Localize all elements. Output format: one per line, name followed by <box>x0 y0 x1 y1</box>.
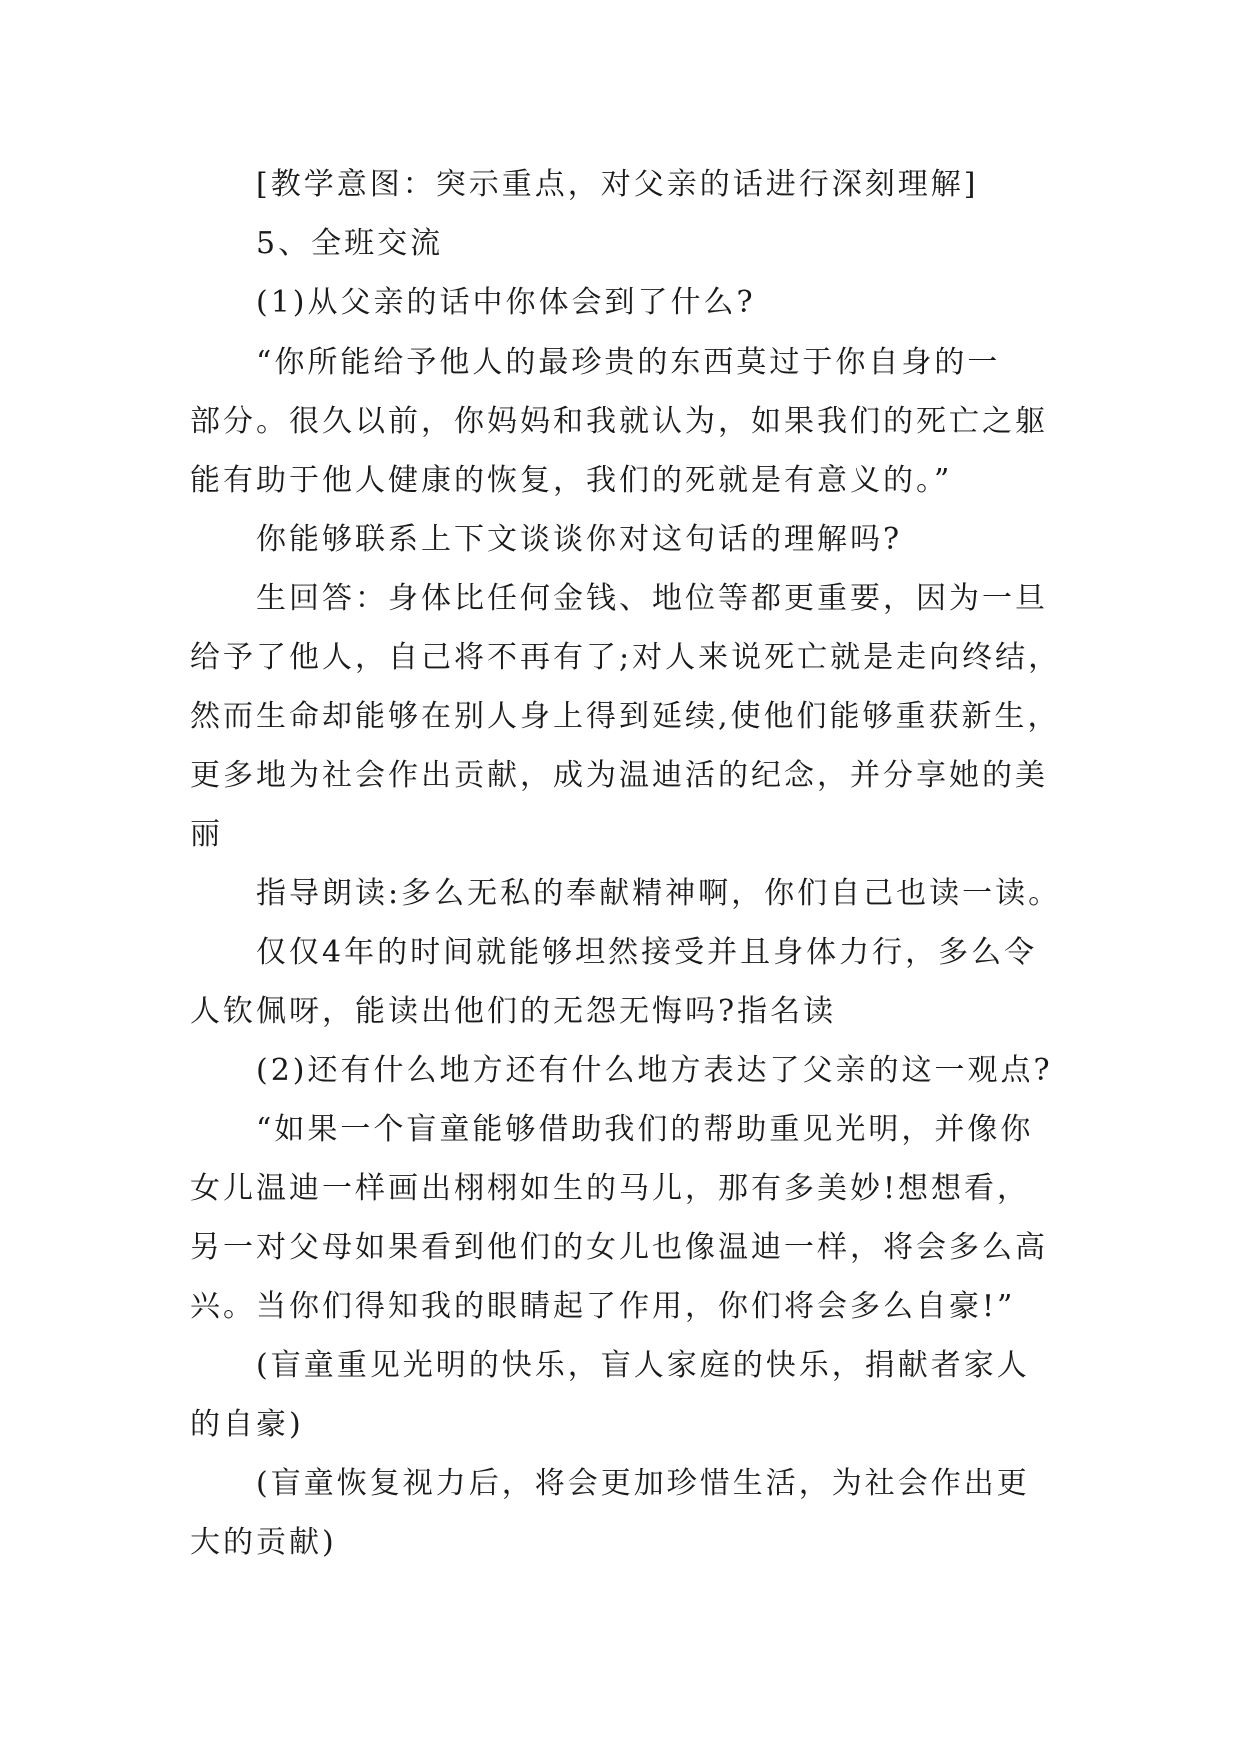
student-answer-line-1: 生回答：身体比任何金钱、地位等都更重要，因为一旦 <box>256 581 1048 616</box>
student-answer-line-4: 更多地为社会作出贡献，成为温迪活的纪念，并分享她的美 <box>190 758 1048 793</box>
quote-1-line-1: “你所能给予他人的最珍贵的东西莫过于你自身的一 <box>256 345 1001 380</box>
student-answer-line-3: 然而生命却能够在别人身上得到延续,使他们能够重获新生， <box>190 699 1061 734</box>
student-answer-line-2: 给予了他人，自己将不再有了;对人来说死亡就是走向终结， <box>190 640 1062 675</box>
note-1-line-2: 的自豪) <box>190 1407 304 1442</box>
question-1: (1)从父亲的话中你体会到了什么? <box>256 285 756 320</box>
student-answer-line-5: 丽 <box>190 817 223 852</box>
reading-note-line-2: 人钦佩呀，能读出他们的无怨无悔吗?指名读 <box>190 994 837 1029</box>
quote-2-line-1: “如果一个盲童能够借助我们的帮助重见光明，并像你 <box>256 1112 1034 1147</box>
quote-2-line-2: 女儿温迪一样画出栩栩如生的马儿，那有多美妙!想想看， <box>190 1171 1031 1206</box>
note-2-line-1: (盲童恢复视力后，将会更加珍惜生活，为社会作出更 <box>256 1466 1030 1501</box>
reading-guidance: 指导朗读:多么无私的奉献精神啊，你们自己也读一读。 <box>256 876 1062 911</box>
reading-note-line-1: 仅仅4年的时间就能够坦然接受并且身体力行，多么令 <box>256 935 1038 970</box>
quote-1-line-2: 部分。很久以前，你妈妈和我就认为，如果我们的死亡之躯 <box>190 404 1048 439</box>
quote-2-line-4: 兴。当你们得知我的眼睛起了作用，你们将会多么自豪!” <box>190 1289 1016 1324</box>
teaching-intent-note: [教学意图：突示重点，对父亲的话进行深刻理解] <box>256 167 979 202</box>
quote-2-line-3: 另一对父母如果看到他们的女儿也像温迪一样，将会多么高 <box>190 1230 1048 1265</box>
quote-1-line-3: 能有助于他人健康的恢复，我们的死就是有意义的。” <box>190 463 953 498</box>
question-2: (2)还有什么地方还有什么地方表达了父亲的这一观点? <box>256 1053 1053 1088</box>
note-2-line-2: 大的贡献) <box>190 1525 337 1560</box>
note-1-line-1: (盲童重见光明的快乐，盲人家庭的快乐，捐献者家人 <box>256 1348 1030 1383</box>
section-heading: 5、全班交流 <box>256 226 444 261</box>
prompt-question: 你能够联系上下文谈谈你对这句话的理解吗? <box>256 522 903 557</box>
